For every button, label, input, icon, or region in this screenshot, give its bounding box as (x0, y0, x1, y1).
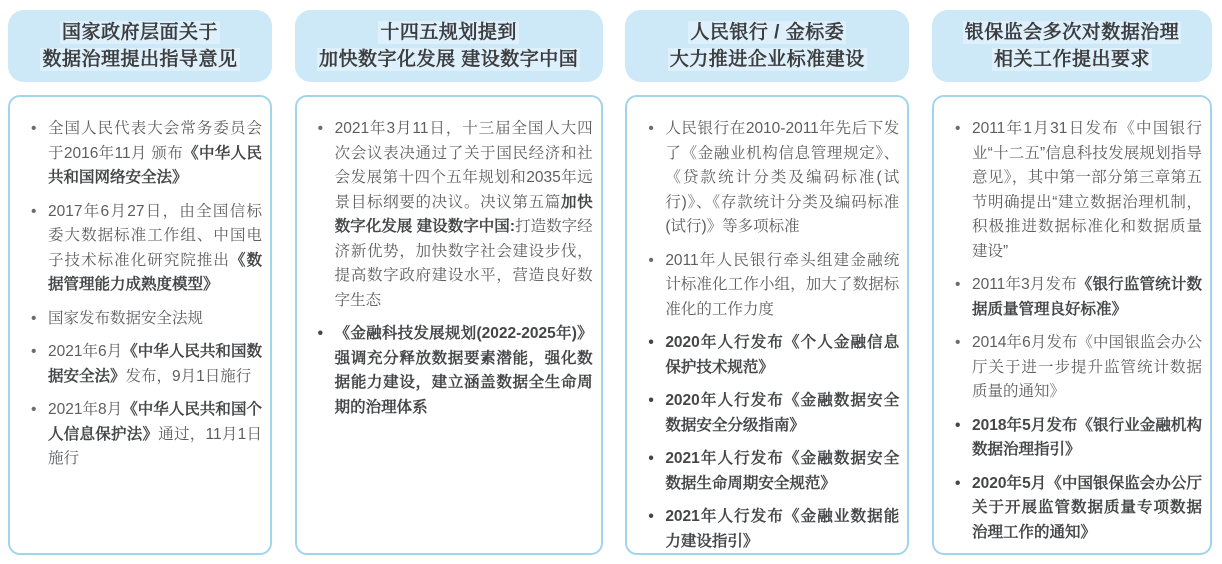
column-header (8, 10, 272, 82)
text-segment: 人民银行在2010-2011年先后下发了《金融业机构信息管理规定》、《贷款统计分类及编码标准(试行)》、《存款统计分类及编码标准(试行)》等多项标准 (665, 120, 900, 235)
text-segment-bold: 2018年5月发布《银行业金融机构数据治理指引》 (971, 416, 1202, 458)
column-header-text: 十四五规划提到 (380, 22, 517, 43)
column-content-card (932, 95, 1212, 555)
bullet-item (639, 331, 899, 380)
bullet-item (946, 273, 1202, 322)
bullet-item (639, 389, 899, 438)
text-segment-bold: 《银行监管统计数据质量管理良好标准》 (971, 276, 1202, 318)
text-segment-bold: 《中华人民共和国数据安全法》 (48, 343, 262, 385)
text-segment: 发布，9月1日施行 (125, 367, 252, 385)
text-segment: 2021年8月 (48, 401, 123, 418)
column-header-line (688, 19, 846, 46)
column-header-text: 国家政府层面关于 (61, 22, 218, 43)
bullet-list (309, 117, 593, 420)
column-header-line (40, 46, 239, 73)
bullet-item (946, 414, 1202, 463)
text-segment-bold: 《中华人民共和国个人信息保护法》 (48, 401, 262, 443)
text-segment: 2017年6月27日，由全国信标委大数据标准工作组、中国电子技术标准化研究院推出 (48, 202, 262, 269)
text-segment: 打造数字经济新优势，加快数字社会建设步伐，提高数字政府建设水平，营造良好数字生态 (334, 218, 593, 309)
bullet-item (309, 322, 593, 420)
text-segment-bold: 2021年人行发布《金融业数据能力建设指引》 (665, 508, 900, 550)
policy-column-14th-five-year-plan (295, 10, 603, 555)
bullet-item (309, 117, 593, 313)
text-segment-bold: 2021年人行发布《金融数据安全数据生命周期安全规范》 (665, 450, 900, 492)
text-segment-bold: 加快数字化发展 建设数字中国: (334, 193, 593, 235)
column-content-card (8, 95, 272, 555)
bullet-item (22, 117, 262, 191)
bullet-item (946, 331, 1202, 405)
bullet-item (22, 340, 262, 389)
text-segment: 国家发布数据安全法规 (48, 309, 204, 327)
bullet-item (22, 398, 262, 472)
text-segment: 2021年3月11日，十三届全国人大四次会议表决通过了关于国民经济和社会发展第十四个五年规划和2035年远景目标纲要的决议。决议第五篇 (334, 120, 593, 211)
column-header-text: 银保监会多次对数据治理 (964, 22, 1180, 43)
text-segment-bold: 2020年人行发布《金融数据安全数据安全分级指南》 (665, 392, 900, 434)
text-segment: 2011年1月31日发布《中国银行业“十二五”信息科技发展规划指导意见》，其中第一部分第三章第五节明确提出“建立数据治理机制，积极推进数据标准化和数据质量建设” (971, 120, 1202, 260)
column-header-line (317, 46, 580, 73)
column-header-text: 人民银行 / 金标委 (690, 22, 845, 43)
column-header (625, 10, 909, 82)
bullet-item (639, 505, 899, 554)
text-segment-bold: 《数据管理能力成熟度模型》 (48, 251, 262, 293)
column-header-line (378, 19, 519, 46)
column-header-text: 数据治理提出指导意见 (42, 49, 238, 70)
text-segment-bold: 《中华人民共和国网络安全法》 (48, 144, 262, 186)
policy-column-pboc-standards (625, 10, 909, 555)
column-header-line (668, 46, 867, 73)
column-content-card (295, 95, 603, 555)
bullet-item (22, 307, 262, 332)
policy-column-cbirc-requirements (932, 10, 1212, 555)
column-header (932, 10, 1212, 82)
column-header-line (963, 19, 1182, 46)
text-segment: 2011年3月发布 (971, 276, 1077, 293)
bullet-list (22, 117, 262, 472)
text-segment: 通过，11月1日施行 (48, 425, 262, 467)
text-segment: 2014年6月发布《中国银监会办公厅关于进一步提升监管统计数据质量的通知》 (971, 334, 1202, 400)
bullet-list (946, 117, 1202, 545)
bullet-item (22, 200, 262, 298)
text-segment: 2011年人民银行牵头组建金融统计标准化工作小组，加大了数据标准化的工作力度 (665, 251, 900, 318)
policy-column-national-government (8, 10, 272, 555)
column-content-card (625, 95, 909, 555)
bullet-item (639, 249, 899, 323)
bullet-item (639, 117, 899, 240)
text-segment-bold: 2020年人行发布《个人金融信息保护技术规范》 (665, 334, 900, 376)
bullet-item (946, 472, 1202, 546)
bullet-item (946, 117, 1202, 264)
column-header-line (992, 46, 1152, 73)
column-header-text: 相关工作提出要求 (993, 49, 1150, 70)
column-header-text: 大力推进企业标准建设 (669, 49, 865, 70)
text-segment-bold: 2020年5月《中国银保监会办公厅关于开展监管数据质量专项数据治理工作的通知》 (971, 474, 1202, 541)
column-header-text: 加快数字化发展 建设数字中国 (319, 49, 579, 70)
bullet-list (639, 117, 899, 554)
text-segment: 全国人民代表大会常务委员会于2016年11月 颁布 (48, 120, 262, 162)
text-segment: 2021年6月 (48, 343, 123, 360)
bullet-item (639, 447, 899, 496)
column-header-line (60, 19, 220, 46)
text-segment-bold: 《金融科技发展规划(2022-2025年)》强调充分释放数据要素潜能，强化数据能力建设，建立涵盖数据全生命周期的治理体系 (334, 325, 593, 416)
column-header (295, 10, 603, 82)
